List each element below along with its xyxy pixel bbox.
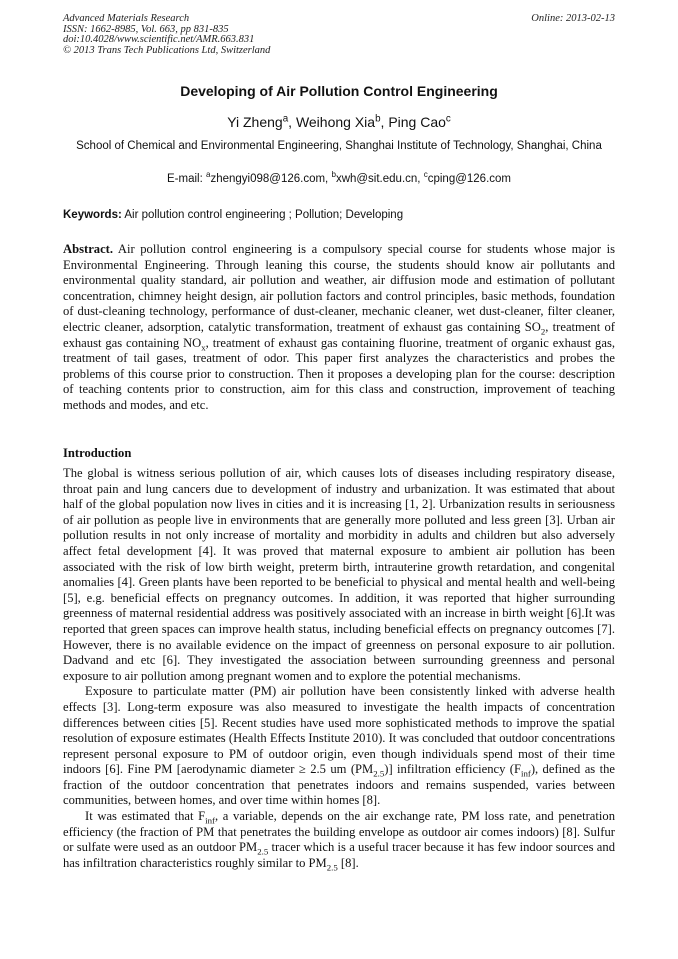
- subscript: 2: [540, 326, 546, 337]
- subscript: inf: [521, 768, 531, 779]
- subscript: inf: [205, 815, 215, 826]
- abstract-text: , treatment of exhaust gas containing NO: [63, 319, 615, 350]
- author-list: [63, 114, 615, 130]
- email-mark: a: [205, 170, 211, 180]
- copyright-line: © 2013 Trans Tech Publications Ltd, Switzerland: [63, 44, 271, 56]
- author-name: Weihong Xia: [295, 114, 376, 130]
- subscript: 2.5: [326, 862, 338, 873]
- paragraph-text: Exposure to particulate matter (PM) air pollution have been consistently linked with adverse health effects [3]. Long-term exposure was also measured to investigate the health impacts of concentration differences between cities [5]. Recent studies have used more sophisticated methods to improve the spatial resolution of exposure estimates (Health Effects Institute 2010). It was concluded that outdoor concentrations represent personal exposure to PM of outdoor origin, even though individuals spend most of their time indoors [6]. Fine PM [aerodynamic diameter ≥ 2.5 um (PM: [63, 684, 615, 777]
- author-separator: ,: [288, 114, 296, 130]
- author-name: Yi Zheng: [227, 114, 283, 130]
- abstract-text: , treatment of exhaust gas containing fluorine, treatment of organic exhaust gas, treatment of tail gases, treatment of odor. This paper first analyzes the characteristics and probes the problems of this course prior to construction. Then it proposes a developing plan for the course: description of teaching contents prior to construction, aim for this class and construction, improvement of teaching methods and modes, and etc.: [63, 335, 615, 412]
- paragraph-text: tracer which is a useful tracer because it has few indoor sources and has infiltration characteristics roughly similar to PM: [63, 840, 615, 870]
- email-label: E-mail:: [166, 173, 206, 185]
- affiliation: School of Chemical and Environmental Engineering, Shanghai Institute of Technology, Shanghai, China: [76, 140, 602, 152]
- author-affil-mark: a: [282, 113, 289, 125]
- paragraph-text: )] infiltration efficiency (F: [384, 762, 522, 777]
- journal-name: Advanced Materials Research: [63, 13, 190, 24]
- section-heading-introduction: Introduction: [63, 446, 132, 460]
- paper-title: Developing of Air Pollution Control Engineering: [180, 83, 498, 99]
- email-address[interactable]: cping@126.com: [427, 173, 511, 185]
- abstract-label: Abstract.: [63, 242, 114, 256]
- author-affil-mark: c: [445, 113, 451, 125]
- paragraph: [63, 684, 615, 809]
- author-separator: ,: [380, 114, 389, 130]
- paragraph-text: , a variable, depends on the air exchange rate, PM loss rate, and penetration efficiency (the fraction of PM that penetrates the building envelope as outdoor air comes indoors) [8]. Sulfur or sulfate were used as an outdoor PM: [63, 809, 615, 855]
- subscript: 2.5: [257, 846, 269, 857]
- subscript: 2.5: [373, 768, 385, 779]
- email-address[interactable]: xwh@sit.edu.cn,: [335, 173, 424, 185]
- keywords: [63, 209, 615, 221]
- author-name: Ping Cao: [388, 114, 446, 130]
- email-mark: b: [331, 170, 336, 180]
- subscript: x: [201, 342, 206, 353]
- paragraph-text: It was estimated that F: [85, 809, 206, 824]
- issn-line: ISSN: 1662-8985, Vol. 663, pp 831-835: [63, 23, 229, 35]
- paragraph: [63, 809, 615, 871]
- doi-line: doi:10.4028/www.scientific.net/AMR.663.831: [63, 34, 255, 45]
- email-mark: c: [423, 170, 428, 180]
- paragraph-text: ), defined as the fraction of the outdoor concentration that penetrates indoors and remains suspended, varies between communities, between homes, and over time within homes [8].: [63, 762, 615, 808]
- online-date: Online: 2013-02-13: [531, 13, 615, 24]
- keywords-text: Air pollution control engineering ; Pollution; Developing: [121, 209, 404, 221]
- paragraph: The global is witness serious pollution of air, which causes lots of diseases including respiratory disease, throat pain and lung cancers due to development of industry and urbanization. It was estimated that about half of the global population now lives in cities and it is increasing [1, 2]. Urbanization results in seriousness of air pollution as people live in environments that are generally more polluted and less green [3]. Urban air pollution results in not only increase of mortality and morbidity in adults and children but also adversely affect fetal development [4]. It was proved that maternal exposure to ambient air pollution has been associated with the risk of low birth weight, preterm birth, intrauterine growth retardation, and congenital anomalies [4]. Green plants have been reported to be beneficial to physical and mental health and well-being [5], e.g. beneficial effects on pregnancy outcomes. In addition, it was reported that higher surrounding greenness of maternal residential address was positively associated with an increase in birth weight [6].It was reported that green spaces can improve health status, including beneficial effects on pregnancy outcomes [7]. However, there is no available evidence on the impact of greenness on personal exposure to air pollution. Dadvand and etc [6]. They investigated the association between surrounding greenness and personal exposure to air pollution among pregnant women and to explore the potential mechanisms.: [63, 466, 615, 683]
- paragraph-text: [8].: [337, 855, 359, 870]
- email-line: [63, 170, 615, 185]
- keywords-label: Keywords:: [63, 209, 122, 221]
- email-address[interactable]: zhengyi098@126.com,: [210, 173, 332, 185]
- abstract: [63, 242, 615, 414]
- abstract-text: Air pollution control engineering is a compulsory special course for students whose major is Environmental Engineering. Through leaning this course, the students should know air pollutants and environmental quality standard, air pollution and weather, air diffusion mode and estimation of pollutant concentration, chimney height design, air pollution factors and control principles, basic methods, foundation of dust-cleaning technology, performance of dust-cleaner, mechanic cleaner, wet dust-cleaner, filter cleaner, electric cleaner, adsorption, catalytic transformation, treatment of exhaust gas containing SO: [63, 242, 615, 334]
- author-affil-mark: b: [375, 113, 381, 125]
- running-header: [63, 14, 615, 56]
- introduction-body: [63, 466, 615, 871]
